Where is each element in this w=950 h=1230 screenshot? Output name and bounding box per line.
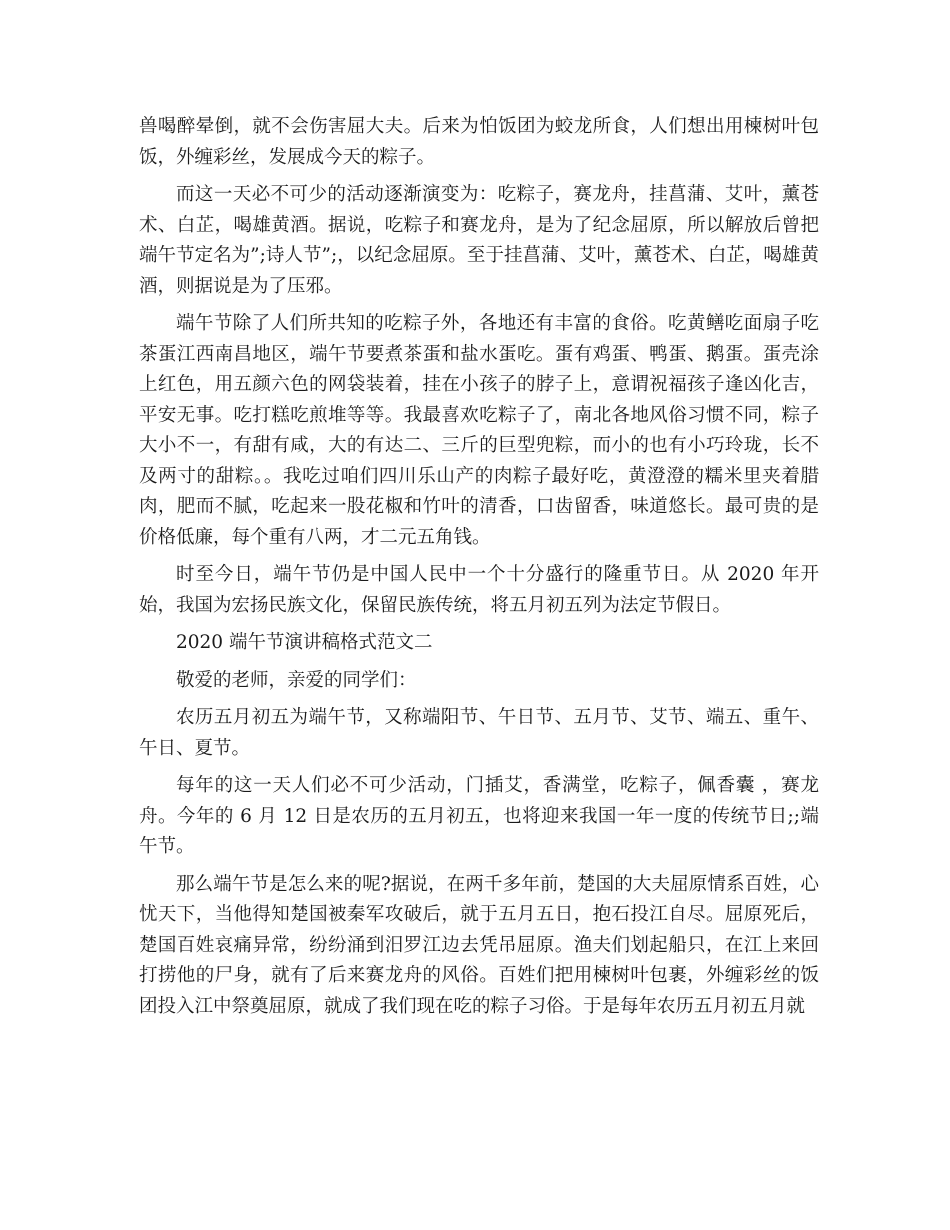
- paragraph: 每年的这一天人们必不可少活动，门插艾，香满堂，吃粽子，佩香囊 ，赛龙舟。今年的 6 月 12 日是农历的五月初五，也将迎来我国一年一度的传统节日;;端午节。: [139, 775, 819, 857]
- paragraph: 而这一天必不可少的活动逐渐演变为：吃粽子，赛龙舟，挂菖蒲、艾叶，薰苍术、白芷，喝雄黄酒。据说，吃粽子和赛龙舟，是为了纪念屈原，所以解放后曾把端午节定名为”;诗人节”;，以纪念屈原。至于挂菖蒲、艾叶，薰苍术、白芷，喝雄黄酒，则据说是为了压邪。: [139, 184, 819, 297]
- paragraph: 那么端午节是怎么来的呢?据说，在两千多年前，楚国的大夫屈原情系百姓，心忧天下，当他得知楚国被秦军攻破后，就于五月五日，抱石投江自尽。屈原死后，楚国百姓哀痛异常，纷纷涌到汨罗江边去凭吊屈原。渔夫们划起船只，在江上来回打捞他的尸身，就有了后来赛龙舟的风俗。百姓们把用楝树叶包裹，外缠彩丝的饭团投入江中祭奠屈原，就成了我们现在吃的粽子习俗。于是每年农历五月初五月就: [139, 873, 819, 1017]
- section-heading: 2020 端午节演讲稿格式范文二: [176, 632, 433, 653]
- document-body: [139, 112, 819, 1029]
- paragraph: 时至今日，端午节仍是中国人民中一个十分盛行的隆重节日。从 2020 年开始，我国为宏扬民族文化，保留民族传统，将五月初五列为法定节假日。: [139, 564, 819, 616]
- paragraph: 农历五月初五为端午节，又称端阳节、午日节、五月节、艾节、端五、重午、午日、夏节。: [139, 707, 819, 759]
- paragraph: 端午节除了人们所共知的吃粽子外，各地还有丰富的食俗。吃黄鳝吃面扇子吃茶蛋江西南昌地区，端午节要煮茶蛋和盐水蛋吃。蛋有鸡蛋、鸭蛋、鹅蛋。蛋壳涂上红色，用五颜六色的网袋装着，挂在小孩子的脖子上，意谓祝福孩子逢凶化吉，平安无事。吃打糕吃煎堆等等。我最喜欢吃粽子了，南北各地风俗习惯不同，粽子大小不一，有甜有咸，大的有达二、三斤的巨型兜粽，而小的也有小巧玲珑，长不及两寸的甜粽。。我吃过咱们四川乐山产的肉粽子最好吃，黄澄澄的糯米里夹着腊肉，肥而不腻，吃起来一股花椒和竹叶的清香，口齿留香，味道悠长。最可贵的是价格低廉，每个重有八两，才二元五角钱。: [139, 313, 819, 548]
- paragraph: 兽喝醉晕倒，就不会伤害屈大夫。后来为怕饭团为蛟龙所食，人们想出用楝树叶包饭，外缠彩丝，发展成今天的粽子。: [139, 116, 819, 168]
- salutation: 敬爱的老师，亲爱的同学们：: [176, 669, 417, 691]
